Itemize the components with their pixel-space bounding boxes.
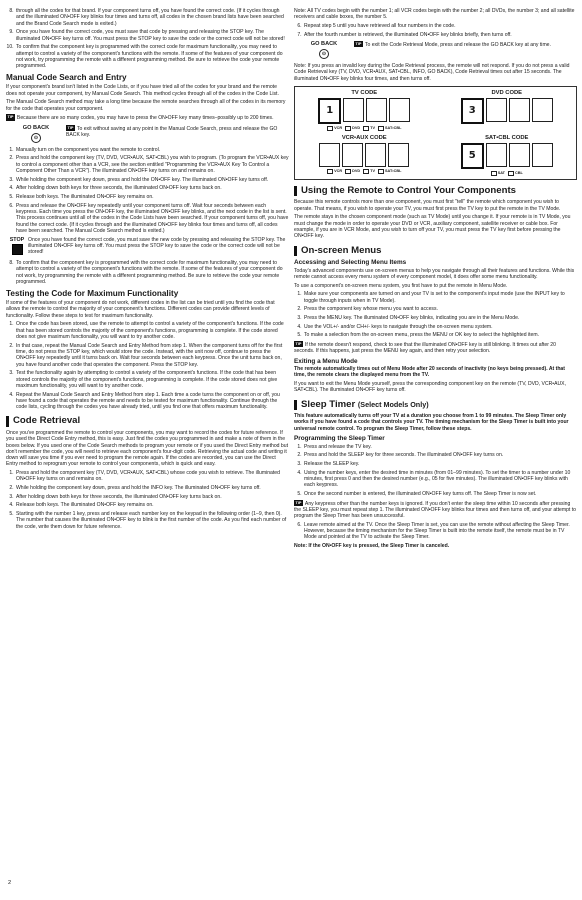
onscreen-tip: TIP If the remote doesn't respond, check to see that the illuminated ON•OFF key is still blinking. It times out after 20 seconds. If this happens, just press the MENU key again, and then retry your selection.	[294, 341, 556, 355]
sleep-note: Note: If the ON•OFF key is pressed, the Sleep Timer is canceled.	[294, 543, 450, 550]
tip-badge: TIP	[295, 500, 302, 505]
stop-label: STOP	[9, 236, 25, 243]
go-back-button-icon: ⊙	[31, 133, 41, 143]
list-item: 1. Press and release the TV key.	[303, 444, 577, 450]
exit-p1: The remote automatically times out of Menu Mode after 20 seconds of inactivity (no keys being pressed). At that time, the remote clears the displayed menu from the TV.	[294, 366, 565, 379]
exit-menu-subtitle: Exiting a Menu Mode	[294, 357, 358, 365]
onscreen-menus-title: On-screen Menus	[294, 246, 577, 257]
list-item: 4. Using the number keys, enter the desired time in minutes (from 01–99 minutes). To set the timer to a number under 10 minutes, first press 0 and then the desired number (e.g., 05 for five minutes). The illuminated ON•OFF key blinks with each keypress.	[303, 470, 577, 489]
code-digit-box	[509, 98, 530, 122]
list-item: 2. Press and hold the component key (TV, DVD, VCR•AUX, SAT•CBL) you wish to program. (To program the VCR•AUX key to control a component other than a VCR, see the section entitled "Programming the VCR•AUX Key To Control a Component Other Than a VCR"). The illuminated ON•OFF key turns on and remains on.	[15, 155, 289, 174]
list-item: 10. To confirm that the component key is programmed with the correct code for maximum functionality, you may need to attempt to control a variety of the component's functions with the remote. If some of the features of your component do not work, try programming the remote with a different programming method. Be sure to retrieve the code your remote programmed.	[15, 44, 289, 69]
list-item: 2. In that case, repeat the Manual Code Search and Entry Method from step 1. When the component turns off for the first time, do not press the STOP key, which would store the code. Instead, with the unit now off, continue to press the ON•OFF key repeatedly until it turns back on. Wait four seconds between each keypress. Once the unit turns back on, you have found another code that operates the component. Press the STOP key.	[15, 343, 289, 368]
list-item: 1. Once the code has been stored, use the remote to attempt to control a variety of the component's functions. If the code that has been stored controls the majority of the component's functions, programming is complete. If the code stored does not give maximum functionality, you will want to try another code.	[15, 321, 289, 340]
onscreen-p2: To use a component's on-screen menu system, you first have to put the remote in Menu Mode.	[294, 282, 508, 289]
code-digit-box	[365, 143, 386, 167]
device-code-box	[441, 135, 574, 176]
code-digit-box: 3	[461, 98, 484, 124]
code-digit-box	[486, 98, 507, 122]
tip-badge: TIP	[355, 41, 362, 46]
accessing-menu-subtitle: Accessing and Selecting Menu Items	[294, 259, 407, 267]
code-digit-box	[343, 98, 364, 122]
go-back-callout-2: GO BACK ⊙ TIP To exit the Code Retrieval Mode, press and release the GO BACK key at any time.	[310, 40, 551, 57]
list-item: 4. Release both keys. The illuminated ON•OFF key remains on.	[15, 502, 289, 508]
tip-badge: TIP	[295, 341, 302, 346]
stop-callout	[6, 237, 289, 258]
list-item: 4. After holding down both keys for three seconds, the illuminated ON•OFF key turns back on.	[15, 185, 289, 191]
invalid-key-note: Note: If you press an invalid key during the Code Retrieval process, the remote will not respond. If you do not press a valid Code Retrieval key (TV, DVD, VCR•AUX, SAT•CBL, INFO, GO BACK), Code Retrieval times out after 15 seconds. The illuminated ON•OFF key blinks four times, and then turns off.	[294, 62, 570, 82]
device-checkbox: TV	[363, 169, 375, 174]
sleep-timer-title: Sleep Timer (Select Models Only)	[294, 400, 577, 411]
retrieval-steps-list	[6, 470, 289, 530]
go-back-label: GO BACK	[22, 124, 50, 131]
code-digit-box	[319, 143, 340, 167]
left-column	[6, 8, 289, 532]
manual-search-title: Manual Code Search and Entry	[6, 73, 127, 83]
manual-steps-list	[6, 147, 289, 235]
code-prefix-note: Note: All TV codes begin with the number 1; all VCR codes begin with the number 2; all DVDs, the number 3; and all satellite receivers and cable boxes, the number 5.	[294, 8, 575, 21]
code-retrieval-title: Code Retrieval	[6, 416, 289, 427]
manual-search-p2: The Manual Code Search method may take a long time because the remote searches through all of the codes in its memory for the code that operates your component.	[6, 99, 286, 112]
device-checkbox: SAT•CBL	[378, 126, 401, 131]
device-checkbox: SAT	[491, 171, 505, 176]
list-item: 6. Press and release the ON•OFF key repeatedly until your component turns off. Wait four seconds between each keypress. Each time you press the ON•OFF key, the illuminated ON•OFF key blinks, and the next code in the list is sent. This process continues until all of the codes in the Code Lists have been searched. If your component turns off, you have found the correct code. (If it cycles through and the illuminated ON•OFF key blinks four times and turns off, all codes have been searched. The Manual Code Search method is exited.)	[15, 203, 289, 234]
code-digit-box	[388, 143, 409, 167]
using-p1: Because this remote controls more than one component, you must first "tell" the remote which component you wish to operate. That means, if you wish to operate your TV, you must first press the TV key to put the remote in the TV Mode.	[294, 199, 561, 212]
code-digit-box	[509, 143, 530, 167]
list-item: 9. Once you have found the correct code, you must save that code by pressing and releasing the STOP key. The illuminated ON•OFF key turns off. You must press the STOP key to save the code or the correct code will not be stored!	[15, 29, 289, 42]
device-checkbox: DVD	[345, 169, 360, 174]
list-item: 3. Release the SLEEP key.	[303, 461, 577, 467]
list-item: 1. Manually turn on the component you want the remote to control.	[15, 147, 289, 153]
list-item: 2. Press and hold the SLEEP key for three seconds. The illuminated ON•OFF key turns on.	[303, 452, 577, 458]
code-digit-box: 1	[318, 98, 341, 124]
device-code-title: SAT•CBL CODE	[485, 134, 529, 141]
list-item: 6. Repeat step 5 until you have retrieved all four numbers in the code.	[303, 23, 577, 29]
stop-button-icon	[12, 244, 23, 255]
list-item: 6. Leave remote aimed at the TV. Once the Sleep Timer is set, you can use the remote without affecting the Sleep Timer. However, because the timing mechanism for the Sleep Timer is built into the remote itself, the remote must be in TV Mode and pointed at the TV to activate the Sleep Timer.	[303, 522, 577, 541]
onscreen-p1: Today's advanced components use on-screen menus to help you navigate through all their features and functions. While this remote cannot access every menu system of every component model, it does offer some menu functionality.	[294, 267, 575, 280]
code-record-panel	[294, 86, 577, 180]
sleep-steps-list	[294, 444, 577, 498]
testing-title: Testing the Code for Maximum Functionality	[6, 289, 179, 299]
sleep-p1: This feature automatically turns off your TV at a duration you choose from 1 to 99 minutes. The Sleep Timer only works if you have found a code that controls your TV. The timing mechanism for the Sleep Timer is built into your universal remote control. To program the Sleep Timer, follow these steps.	[294, 413, 569, 432]
manual-tip: TIP Because there are so many codes, you may have to press the ON•OFF key many times–possibly up to 200 times.	[7, 115, 274, 122]
list-item: 5. Release both keys. The illuminated ON•OFF key remains on.	[15, 194, 289, 200]
list-item: 4. Repeat the Manual Code Search and Entry Method from step 1. Each time a code turns the component on or off, you have found a code that operates the remote and needs to be tested for maximum functionality. Continue through the code lists, cycling through the codes you have already tried, until you find one that offers maximum functionality.	[15, 392, 289, 411]
list-item: 5. Once the second number is entered, the illuminated ON•OFF key turns off. The Sleep Timer is now set.	[303, 491, 577, 497]
device-checkbox: VCR	[327, 126, 342, 131]
list-item: 1. Press and hold the component key (TV, DVD, VCR•AUX, SAT•CBL) whose code you wish to retrieve. The illuminated ON•OFF key turns on and remains on.	[15, 470, 289, 483]
exit-p2: If you want to exit the Menu Mode yourself, press the corresponding component key on the remote (TV, DVD, VCR•AUX, SAT•CBL). The illuminated ON•OFF key turns off.	[294, 381, 566, 394]
device-code-box	[298, 90, 431, 131]
go-back-text: To exit without saving at any point in the Manual Code Search, press and release the GO BACK key.	[66, 125, 278, 139]
code-digit-box: 5	[461, 143, 484, 169]
device-checkbox: TV	[363, 126, 375, 131]
list-item: 1. Make sure your components are turned on and your TV is set to the component's input mode (use the INPUT key to toggle through inputs when in TV Mode).	[303, 291, 577, 304]
device-code-box	[441, 90, 574, 131]
onscreen-steps-list	[294, 291, 577, 338]
using-p2: The remote stays in the chosen component mode (such as TV Mode) until you change it. If your remote is in TV Mode, you must change the mode in order to operate your DVD or VCR, auxiliary component, satellite receiver or cable box. For example, if you are in VCR Mode, and you wish to turn off your TV, you must press the TV key first before pressing the ON•OFF key.	[294, 214, 571, 240]
go-back-label: GO BACK	[310, 40, 338, 47]
manual-search-p1: If your component's brand isn't listed in the Code Lists, or if you have tried all of the codes for your brand and the remote does not operate your component, try Manual Code Search. This method cycles through all of the codes in the Code List.	[6, 84, 279, 97]
list-item: 5. Starting with the number 1 key, press and release each number key on the keypad in the following order (1–9, then 0). The number that causes the illuminated ON•OFF key to blink is the first number of the code. As you find each number of the code, write them down for future reference.	[15, 511, 289, 530]
list-item: 8. To confirm that the component key is programmed with the correct code for maximum functionality, you may need to attempt to control a variety of the component's functions with the remote. If some of the features of your component do not work, try programming the remote with a different programming method. Be sure to retrieve the code your remote programmed.	[15, 260, 289, 285]
device-checkbox: DVD	[345, 126, 360, 131]
device-code-title: TV CODE	[351, 89, 378, 96]
list-item: 7. After the fourth number is retrieved, the illuminated ON•OFF key blinks briefly, then turns off.	[303, 32, 577, 38]
page-number: 2	[8, 880, 12, 886]
device-code-box	[298, 135, 431, 176]
retrieval-steps-continued	[294, 23, 577, 38]
testing-steps-list	[6, 321, 289, 410]
list-item: 2. While holding the component key down, press and hold the INFO key. The illuminated ON•OFF key turns off.	[15, 485, 289, 491]
right-column	[294, 8, 577, 552]
code-digit-box	[532, 98, 553, 122]
device-checkbox: SAT•CBL	[378, 169, 401, 174]
retrieval-p1: Once you've programmed the remote to control your components, you may want to record the codes for future reference. If you used the Direct Code Entry method, this is easy. Just find the codes you programmed in and make a note of them in the boxes below. If you used one of the Code Search methods to program your remote or if you used the Direct Entry method but don't remember the code, you will need to retrieve each component's four-digit code. Retrieving the actual code and writing it down will save you time if you ever need to program the remote again. If the codes are recorded, you can use the Direct Entry method to reprogram your remote to control your components, which is quick and easy.	[6, 429, 289, 468]
top-steps-list	[6, 8, 289, 69]
programming-sleep-subtitle: Programming the Sleep Timer	[294, 435, 385, 442]
testing-p1: If some of the features of your component do not work, different codes in the list can be tried until you find the code that allows the remote to control the majority of your component's functions. Different codes can provide different levels of functionality. Follow these steps to test for maximum functionality.	[6, 300, 275, 319]
list-item: 3. Test the functionality again by attempting to control a variety of the component's functions. If the code that has been stored controls the majority of the component's functions, programming is complete. If the code stored does not give maximum functionality, you will want to try another code.	[15, 370, 289, 389]
list-item: 3. Press the MENU key. The illuminated ON•OFF key blinks, indicating you are in the Menu Mode.	[303, 315, 577, 321]
device-checkbox: VCR	[327, 169, 342, 174]
go-back-button-icon: ⊙	[319, 49, 329, 59]
list-item: 3. After holding down both keys for three seconds, the illuminated ON•OFF key turns back on.	[15, 494, 289, 500]
list-item: 4. Use the VOL+/- and/or CH+/- keys to navigate through the on-screen menu system.	[303, 324, 577, 330]
using-remote-title: Using the Remote to Control Your Components	[294, 186, 577, 197]
tip-badge: TIP	[67, 125, 74, 130]
list-item: 8. through all the codes for that brand. If your component turns off, you have found the correct code. (If it cycles through and the illuminated ON•OFF key blinks four times and turns off, all codes in the chosen brand lists have been searched and the Brand Code Search mode is exited.)	[15, 8, 289, 27]
sleep-step-6-list	[294, 522, 577, 541]
code-digit-box	[532, 143, 553, 167]
list-item: 2. Press the component key whose menu you want to access.	[303, 306, 577, 312]
sleep-tip: TIP Any keypress other than the number keys is ignored. If you don't enter the sleep time within 10 seconds after pressing the SLEEP key, you must repeat step 1. The illuminated ON•OFF key blinks four times and then turns off, and your attempt to program the Sleep Timer has been unsuccessful.	[294, 500, 576, 520]
device-code-title: DVD CODE	[491, 89, 523, 96]
list-item: 3. While holding the component key down, press and hold the ON•OFF key. The illuminated ON•OFF key turns off.	[15, 177, 289, 183]
code-digit-box	[389, 98, 410, 122]
manual-step-8-list	[6, 260, 289, 285]
stop-step-text: Once you have found the correct code, you must save the new code by pressing and releasing the STOP key. The illuminated ON•OFF key turns off. You must press the STOP key to save the code or the correct code will not be stored!	[28, 236, 286, 256]
device-code-title: VCR•AUX CODE	[341, 134, 387, 141]
code-digit-box	[366, 98, 387, 122]
list-item: 5. To make a selection from the on-screen menu, press the MENU or OK key to select the highlighted item.	[303, 332, 577, 338]
go-back-callout	[6, 125, 289, 143]
code-digit-box	[486, 143, 507, 167]
code-digit-box	[342, 143, 363, 167]
device-checkbox: CBL	[508, 171, 523, 176]
tip-badge: TIP	[7, 115, 14, 120]
